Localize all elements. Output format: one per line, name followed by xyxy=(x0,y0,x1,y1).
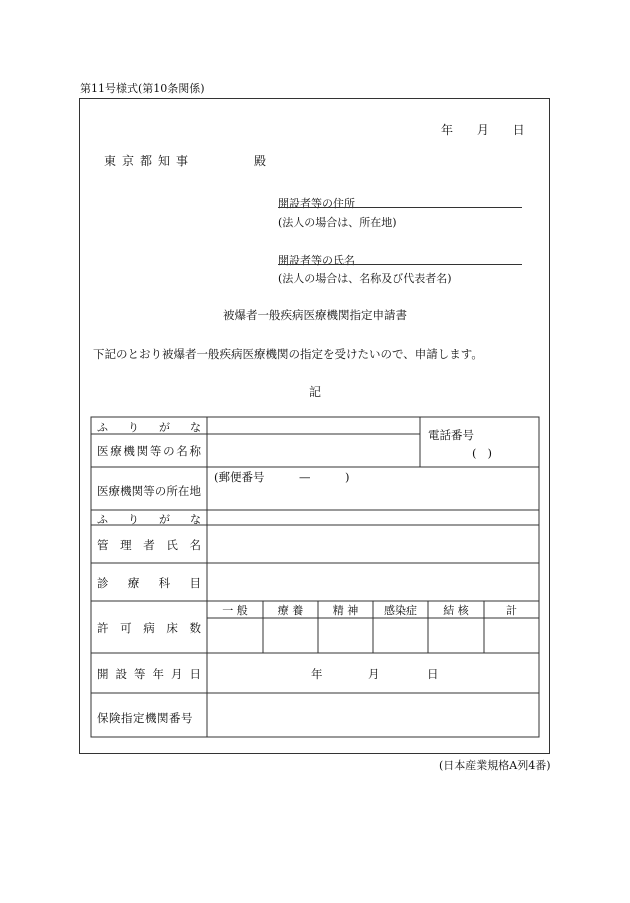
opening-date-label: 開設等年月日 xyxy=(97,667,201,681)
insurance-number-label: 保険指定機関番号 xyxy=(97,711,193,725)
ki-heading: 記 xyxy=(308,385,321,399)
bed-input-tuberculosis[interactable] xyxy=(428,618,484,653)
applicant-name-note: (法人の場合は、名称及び代表者名) xyxy=(278,272,452,285)
bed-header-tuberculosis: 結 核 xyxy=(443,604,469,617)
bed-input-general[interactable] xyxy=(207,618,263,653)
furigana-input-1[interactable] xyxy=(207,417,420,434)
bed-header-psychiatric: 精 神 xyxy=(332,604,359,617)
bed-header-long-term: 療 養 xyxy=(277,604,304,617)
institution-name-input[interactable] xyxy=(207,434,420,467)
bed-count-label: 許可病床数 xyxy=(97,621,201,635)
honorific: 殿 xyxy=(254,154,267,168)
manager-name-label: 管理者氏名 xyxy=(97,538,201,552)
applicant-name-label: 開設者等の氏名 xyxy=(278,254,355,267)
application-statement: 下記のとおり被爆者一般疾病医療機関の指定を受けたいので、申請します。 xyxy=(93,347,483,361)
bed-input-long-term[interactable] xyxy=(263,618,318,653)
bed-header-infectious: 感染症 xyxy=(384,604,417,617)
opening-date-day: 日 xyxy=(427,667,439,681)
insurance-number-input[interactable] xyxy=(207,693,539,737)
bed-header-general: 一 般 xyxy=(222,604,248,617)
phone-label: 電話番号 xyxy=(428,428,474,442)
institution-name-label: 医療機関等の名称 xyxy=(97,444,201,458)
document-title: 被爆者一般疾病医療機関指定申請書 xyxy=(223,308,407,322)
postal-code[interactable]: (郵便番号 — ) xyxy=(214,470,350,484)
paper-size-note: (日本産業規格A列4番) xyxy=(439,759,551,772)
furigana-input-2[interactable] xyxy=(207,510,539,525)
furigana-label-1: ふ り が な xyxy=(97,421,201,434)
applicant-address-note: (法人の場合は、所在地) xyxy=(278,216,397,229)
bed-input-infectious[interactable] xyxy=(373,618,428,653)
phone-paren[interactable]: ( ) xyxy=(472,446,492,460)
departments-input[interactable] xyxy=(207,563,539,601)
application-date: 年 月 日 xyxy=(441,123,525,137)
addressee: 東京都知事 xyxy=(104,154,195,168)
bed-input-psychiatric[interactable] xyxy=(318,618,373,653)
opening-date-month: 月 xyxy=(368,667,380,681)
manager-name-input[interactable] xyxy=(207,525,539,563)
institution-address-label: 医療機関等の所在地 xyxy=(97,484,201,498)
furigana-label-2: ふ り が な xyxy=(97,513,201,526)
form-number-label: 第11号様式(第10条関係) xyxy=(80,82,205,95)
opening-date-year: 年 xyxy=(311,667,323,681)
bed-header-total: 計 xyxy=(506,604,517,617)
applicant-address-label: 開設者等の住所 xyxy=(278,197,355,210)
bed-input-total[interactable] xyxy=(484,618,539,653)
departments-label: 診療科目 xyxy=(97,576,201,590)
